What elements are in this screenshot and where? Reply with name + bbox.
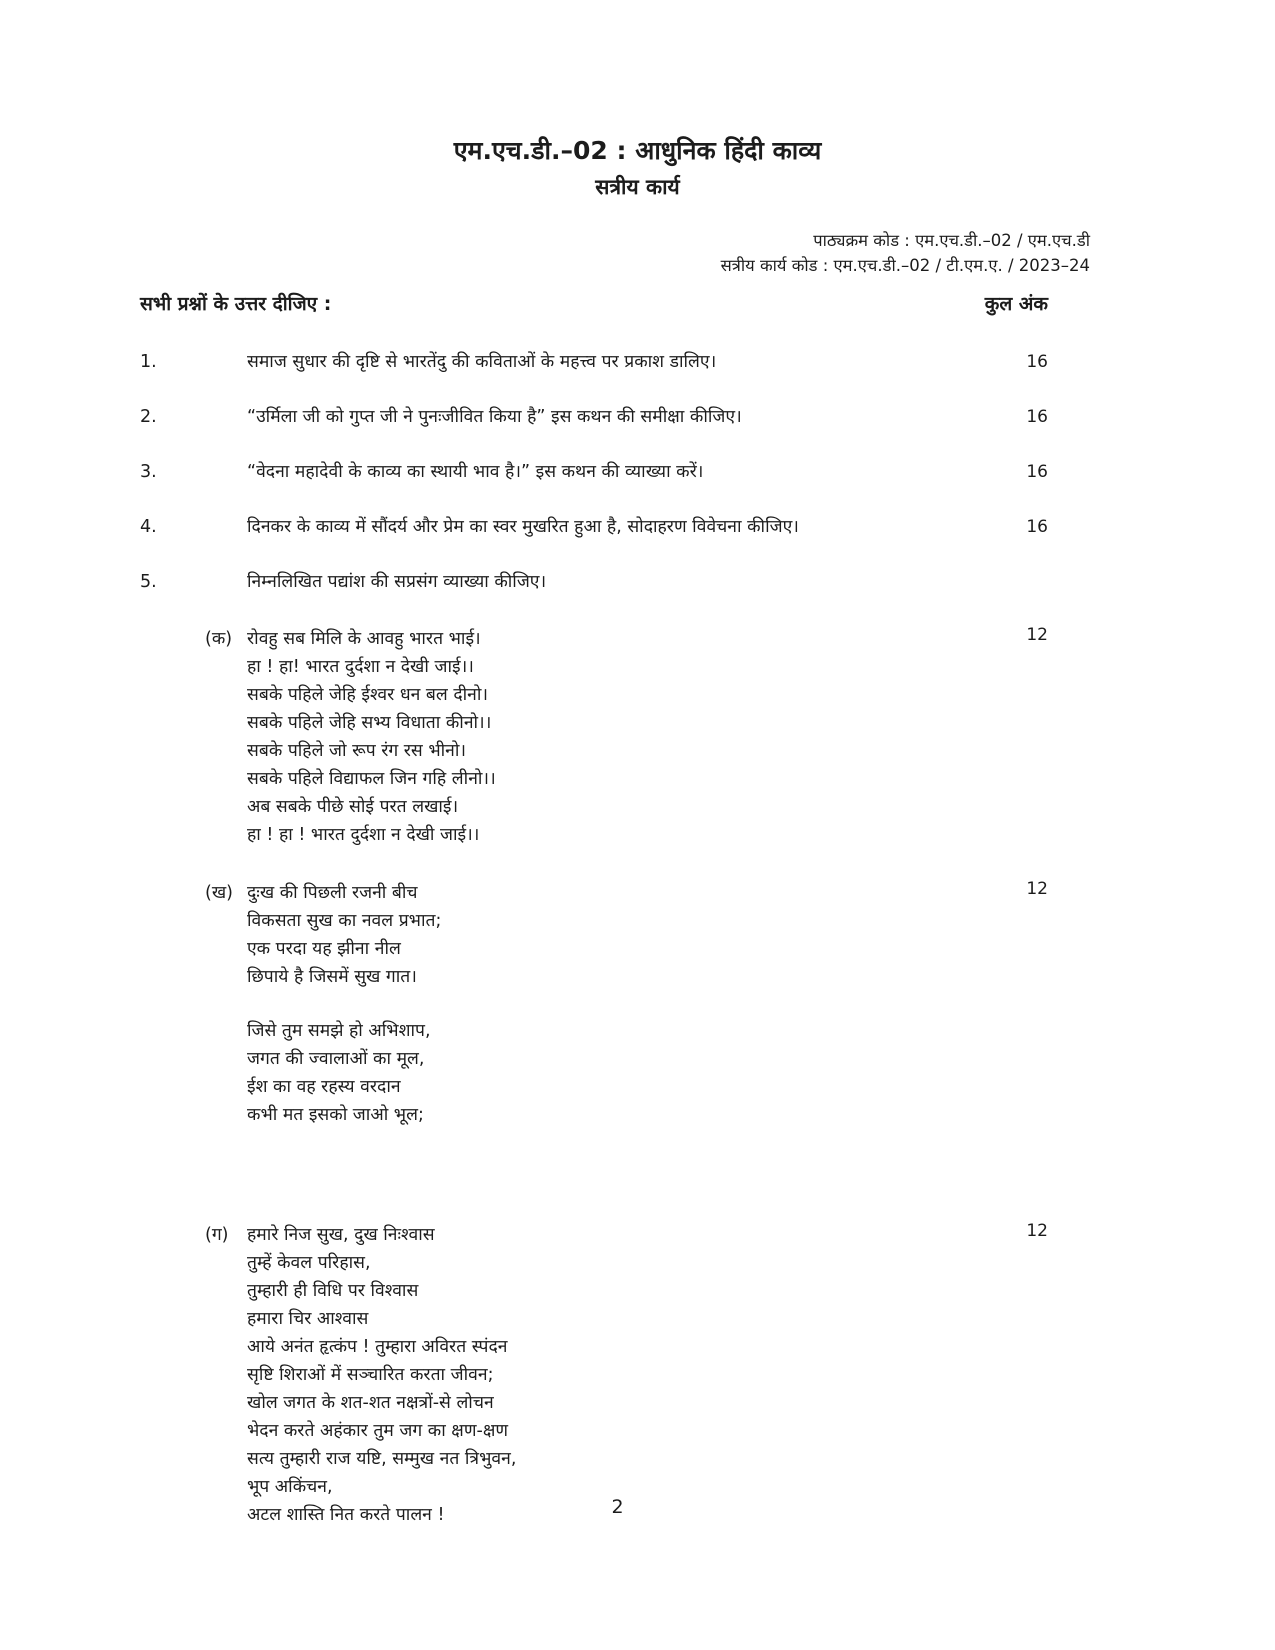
subquestion-marks: 12 — [1026, 1221, 1048, 1241]
poem-line: तुम्हारी ही विधि पर विश्वास — [247, 1281, 419, 1301]
question-marks: 16 — [1026, 407, 1048, 427]
subquestion-label: (क) — [205, 629, 233, 649]
question-row — [140, 405, 1048, 429]
question-marks: 16 — [1026, 352, 1048, 372]
poem-line: सबके पहिले जेहि सभ्य विधाता कीनो।। — [247, 713, 492, 733]
subquestion-ka — [140, 625, 1048, 849]
poem-line: अब सबके पीछे सोई परत लखाई। — [247, 797, 459, 817]
code-block — [0, 228, 1275, 278]
instruction-text: सभी प्रश्नों के उत्तर दीजिए : — [140, 293, 332, 315]
poem-line: छिपाये है जिसमें सुख गात। — [247, 967, 417, 987]
question-row — [140, 350, 1048, 374]
poem-line: सृष्टि शिराओं में सञ्चारित करता जीवन; — [247, 1365, 494, 1385]
question-row — [140, 515, 1048, 539]
question-text: समाज सुधार की दृष्टि से भारतेंदु की कविताओं के महत्त्व पर प्रकाश डालिए। — [247, 352, 717, 372]
poem-line: हमारा चिर आश्वास — [247, 1309, 369, 1329]
question-number: 3. — [140, 462, 157, 482]
question-row — [140, 460, 1048, 484]
question-text: “उर्मिला जी को गुप्त जी ने पुनःजीवित किया है” इस कथन की समीक्षा कीजिए। — [247, 407, 742, 427]
question-number: 1. — [140, 352, 157, 372]
question-body — [140, 290, 1048, 1529]
page-number: 2 — [611, 1496, 624, 1518]
instruction-row — [140, 290, 1048, 316]
page-title: एम.एच.डी.–02 : आधुनिक हिंदी काव्य — [453, 136, 822, 165]
stanza-gap — [247, 991, 998, 1017]
question-number: 4. — [140, 517, 157, 537]
poem-line: सबके पहिले जेहि ईश्वर धन बल दीनो। — [247, 685, 489, 705]
total-marks-label: कुल अंक — [984, 293, 1048, 315]
subquestion-label: (ग) — [205, 1225, 229, 1245]
poem-line: भेदन करते अहंकार तुम जग का क्षण-क्षण — [247, 1421, 509, 1441]
poem-block — [247, 1221, 1008, 1529]
header — [0, 0, 1275, 204]
question-text: “वेदना महादेवी के काव्य का स्थायी भाव है।” इस कथन की व्याख्या करें। — [247, 462, 704, 482]
question-text: दिनकर के काव्य में सौंदर्य और प्रेम का स्वर मुखरित हुआ है, सोदाहरण विवेचना कीजिए। — [247, 517, 799, 537]
question-number: 2. — [140, 407, 157, 427]
subquestion-marks: 12 — [1026, 625, 1048, 645]
poem-line: रोवहु सब मिलि के आवहु भारत भाई। — [247, 629, 481, 649]
subquestion-ga — [140, 1221, 1048, 1529]
question-row — [140, 570, 1048, 594]
question-number: 5. — [140, 572, 157, 592]
poem-line: दुःख की पिछली रजनी बीच — [247, 883, 418, 903]
poem-line: सबके पहिले विद्याफल जिन गहि लीनो।। — [247, 769, 496, 789]
poem-block — [247, 879, 1008, 1129]
poem-block — [247, 625, 1008, 849]
poem-line: खोल जगत के शत-शत नक्षत्रों-से लोचन — [247, 1393, 494, 1413]
poem-line: हा ! हा! भारत दुर्दशा न देखी जाई।। — [247, 657, 474, 677]
poem-line: जगत की ज्वालाओं का मूल, — [247, 1049, 425, 1069]
course-code-line: पाठ्यक्रम कोड : एम.एच.डी.–02 / एम.एच.डी — [813, 231, 1090, 250]
poem-line: तुम्हें केवल परिहास, — [247, 1253, 371, 1273]
poem-line: अटल शास्ति नित करते पालन ! — [247, 1505, 445, 1525]
poem-line: जिसे तुम समझे हो अभिशाप, — [247, 1021, 431, 1041]
poem-line: कभी मत इसको जाओ भूल; — [247, 1105, 424, 1125]
poem-line: एक परदा यह झीना नील — [247, 939, 401, 959]
poem-line: भूप अकिंचन, — [247, 1477, 333, 1497]
subquestion-marks: 12 — [1026, 879, 1048, 899]
poem-line: सत्य तुम्हारी राज यष्टि, सम्मुख नत त्रिभुवन, — [247, 1449, 517, 1469]
subquestion-kha — [140, 879, 1048, 1129]
assignment-code-line: सत्रीय कार्य कोड : एम.एच.डी.–02 / टी.एम.ए. / 2023–24 — [720, 256, 1090, 275]
poem-line: आये अनंत हृत्कंप ! तुम्हारा अविरत स्पंदन — [247, 1337, 508, 1357]
poem-stanza — [247, 1017, 998, 1129]
question-marks: 16 — [1026, 462, 1048, 482]
subquestion-label: (ख) — [205, 883, 233, 903]
poem-line: ईश का वह रहस्य वरदान — [247, 1077, 401, 1097]
poem-line: सबके पहिले जो रूप रंग रस भीनो। — [247, 741, 467, 761]
poem-stanza — [247, 879, 998, 991]
poem-stanza — [247, 625, 998, 849]
question-text: निम्नलिखित पद्यांश की सप्रसंग व्याख्या कीजिए। — [247, 572, 547, 592]
poem-line: विकसता सुख का नवल प्रभात; — [247, 911, 442, 931]
poem-line: हमारे निज सुख, दुख निःश्वास — [247, 1225, 435, 1245]
poem-stanza — [247, 1221, 998, 1529]
question-marks: 16 — [1026, 517, 1048, 537]
page-subtitle: सत्रीय कार्य — [595, 175, 680, 199]
poem-line: हा ! हा ! भारत दुर्दशा न देखी जाई।। — [247, 825, 480, 845]
